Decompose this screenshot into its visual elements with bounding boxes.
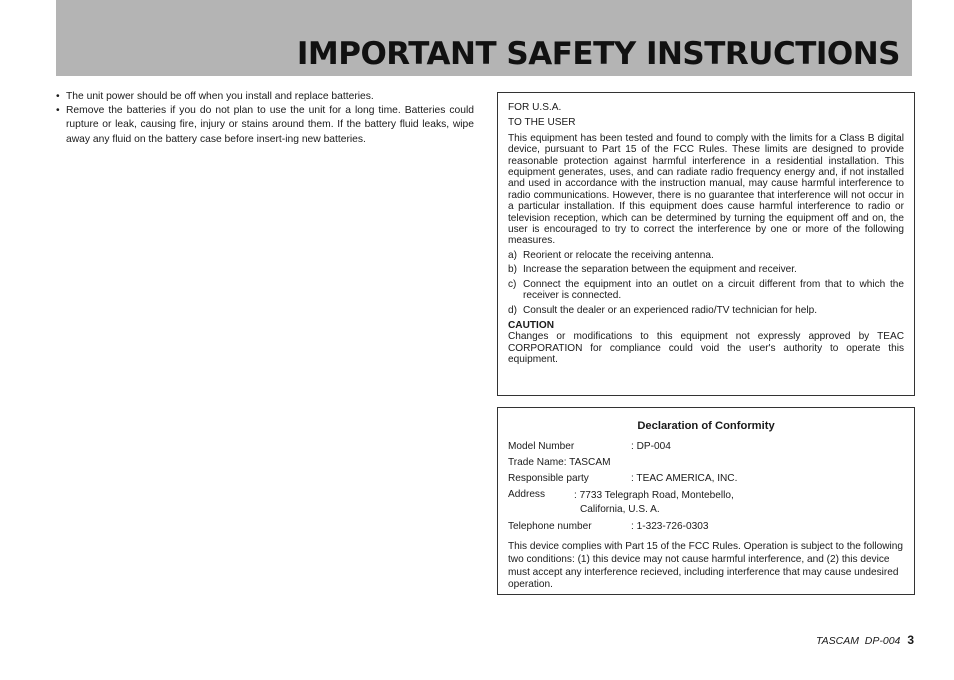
fcc-notice-box xyxy=(497,92,915,396)
fcc-body-text: This equipment has been tested and found to comply with the limits for a Class B digital device, pursuant to Part 15 of the FCC Rules. These limits are designed to provide reasonable protection against harmful interference in a residential installation. This equipment generates, uses, and can radiate radio frequency energy and, if not installed and used in accordance with the instruction manual, may cause harmful interference to radio communications. However, there is no guarantee that interference will not occur in a particular installation. If this equipment does cause harmful interference to radio or television reception, which can be determined by turning the equipment off and on, the user is encouraged to try to correct the interference by one or more of the following measures. xyxy=(508,132,904,247)
measure-label: a) xyxy=(508,249,517,261)
responsible-party-value: : TEAC AMERICA, INC. xyxy=(631,473,738,485)
declaration-of-conformity-box xyxy=(497,407,915,595)
page-footer xyxy=(816,633,914,647)
bullet-text: Remove the batteries if you do not plan to use the unit for a long time. Batteries could rupture or leak, causing fire, injury or stains around them. If the battery fluid leaks, wipe away any fluid on the battery case before insert-ing new batteries. xyxy=(66,105,474,145)
page-number: 3 xyxy=(907,633,914,647)
footer-brand-model: TASCAM DP-004 xyxy=(815,635,901,647)
trade-name-label: Trade Name xyxy=(508,457,564,469)
telephone-row xyxy=(508,521,904,533)
address-label: Address xyxy=(508,489,546,501)
trade-name-row xyxy=(508,457,904,469)
caution-heading: CAUTION xyxy=(508,319,554,331)
measure-label: c) xyxy=(508,278,517,290)
responsible-party-row xyxy=(508,473,904,485)
bullet-text: The unit power should be off when you install and replace batteries. xyxy=(66,91,374,102)
address-value xyxy=(574,489,734,517)
model-number-value: : DP-004 xyxy=(631,441,671,453)
list-item xyxy=(508,305,904,316)
measure-label: d) xyxy=(508,304,517,316)
list-item xyxy=(508,279,904,302)
header-band xyxy=(56,0,912,76)
address-line-2: California, U.S. A. xyxy=(580,504,660,516)
responsible-party-label: Responsible party xyxy=(508,473,589,485)
measure-label: b) xyxy=(508,264,517,276)
trade-name-value: : TASCAM xyxy=(563,457,611,469)
measure-text: Connect the equipment into an outlet on a circuit different from that to which the receiver is connected. xyxy=(523,278,904,302)
list-item xyxy=(508,264,904,275)
address-line-1: : 7733 Telegraph Road, Montebello, xyxy=(574,490,734,502)
address-row xyxy=(508,489,904,517)
measure-text: Consult the dealer or an experienced radio/TV technician for help. xyxy=(523,304,818,316)
page-title: IMPORTANT SAFETY INSTRUCTIONS xyxy=(296,36,900,72)
declaration-title: Declaration of Conformity xyxy=(637,420,775,432)
model-number-row xyxy=(508,441,904,453)
telephone-label: Telephone number xyxy=(508,521,592,533)
declaration-statement: This device complies with Part 15 of the FCC Rules. Operation is subject to the following two conditions: (1) this device may not cause harmful interference, and (2) this device must accept any interference recieved, including interference that may cause undesired operation. xyxy=(508,541,903,591)
bullet-icon: • xyxy=(56,91,60,102)
caution-text: Changes or modifications to this equipment not expressly approved by TEAC CORPORATION for compliance could void the user's authority to operate this equipment. xyxy=(508,331,904,366)
bullet-icon: • xyxy=(56,105,60,117)
list-item xyxy=(56,104,474,147)
fcc-region: FOR U.S.A. xyxy=(508,102,562,113)
measure-text: Increase the separation between the equipment and receiver. xyxy=(523,264,797,276)
model-number-label: Model Number xyxy=(508,441,575,453)
fcc-audience: TO THE USER xyxy=(508,117,576,129)
list-item xyxy=(508,250,904,261)
measure-text: Reorient or relocate the receiving antenna. xyxy=(523,249,714,261)
list-item xyxy=(56,90,474,104)
battery-bullet-list xyxy=(56,90,474,147)
telephone-value: : 1-323-726-0303 xyxy=(631,521,709,533)
